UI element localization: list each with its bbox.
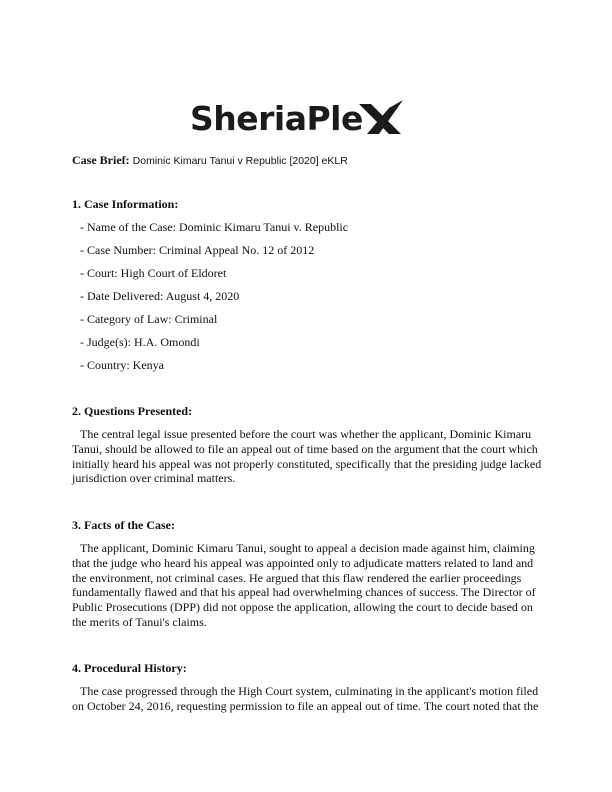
case-brief-title: Dominic Kimaru Tanui v Republic [2020] eKLR [132, 155, 348, 167]
questions-presented-heading: 2. Questions Presented: [72, 404, 193, 418]
country-item: - Country: Kenya [80, 358, 164, 372]
case-name-item: - Name of the Case: Dominic Kimaru Tanui v. Republic [80, 220, 349, 234]
court-item: - Court: High Court of Eldoret [80, 266, 227, 280]
facts-heading: 3. Facts of the Case: [72, 518, 175, 532]
logo-wordmark: SheriaPle [190, 98, 363, 138]
questions-presented-body: The central legal issue presented before the court was whether the applicant, Dominic Kimaru Tanui, should be allowed to file an appeal out of time based on the argument that the court which initially heard his appeal was not properly constituted, specifically that the presiding judge lacked jurisdiction over criminal matters. [72, 427, 542, 486]
case-information-heading: 1. Case Information: [72, 197, 179, 211]
case-information-list [80, 220, 348, 381]
date-delivered-item: - Date Delivered: August 4, 2020 [80, 289, 240, 303]
procedural-history-body: The case progressed through the High Court system, culminating in the applicant's motion filed on October 24, 2016, requesting permission to file an appeal out of time. The court noted that the [72, 684, 539, 713]
case-number-item: - Case Number: Criminal Appeal No. 12 of 2012 [80, 243, 315, 257]
procedural-history-heading: 4. Procedural History: [72, 661, 187, 675]
logo-x-mark [359, 98, 403, 138]
judges-item: - Judge(s): H.A. Omondi [80, 335, 200, 349]
facts-body: The applicant, Dominic Kimaru Tanui, sought to appeal a decision made against him, claiming that the judge who heard his appeal was appointed only to adjudicate matters related to land and the environment, not criminal cases. He argued that this flaw rendered the earlier proceedings fundamentally flawed and that his appeal had overwhelming chances of success. The Director of Public Prosecutions (DPP) did not oppose the application, allowing the court to decide based on the merits of Tanui's claims. [72, 541, 536, 629]
sheriaplex-logo [190, 98, 403, 138]
category-of-law-item: - Category of Law: Criminal [80, 312, 218, 326]
case-brief-line [72, 153, 348, 169]
case-brief-label: Case Brief: [72, 153, 130, 167]
